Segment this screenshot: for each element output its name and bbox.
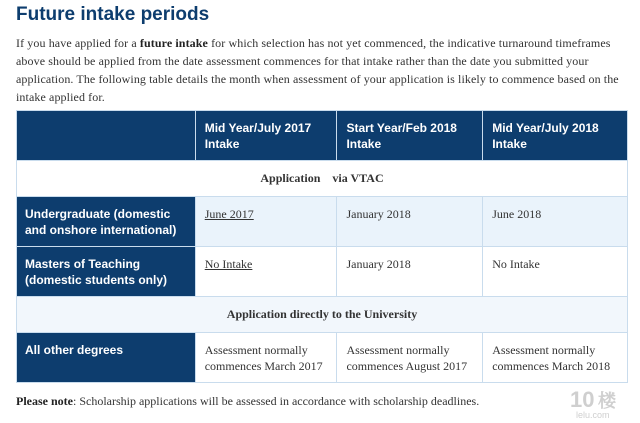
no-intake-link[interactable]: No Intake: [204, 257, 253, 271]
table-row: [17, 247, 628, 297]
row-label-masters-teaching: Masters of Teaching (domestic students only): [17, 247, 196, 297]
intro-bold: future intake: [139, 36, 208, 50]
svg-text:楼: 楼: [598, 391, 616, 411]
cell-undergrad-start-2018: January 2018: [337, 197, 483, 247]
note-text: : Scholarship applications will be assessed in accordance with scholarship deadlines.: [72, 394, 480, 408]
site-watermark-logo: [568, 385, 630, 421]
table-header-row: [17, 111, 628, 161]
row-label-undergraduate: Undergraduate (domestic and onshore international): [17, 197, 196, 247]
svg-text:10: 10: [570, 387, 595, 412]
page-title: Future intake periods: [16, 4, 210, 25]
header-cell-start-2018: Start Year/Feb 2018 Intake: [337, 111, 483, 161]
row-label-all-other: All other degrees: [17, 333, 196, 383]
note-label: Please note: [16, 394, 73, 408]
header-cell-mid-2018: Mid Year/July 2018 Intake: [483, 111, 628, 161]
section-row-direct: [17, 297, 628, 333]
header-cell-empty: [17, 111, 196, 161]
intro-text-1: If you have applied for a: [16, 36, 140, 50]
cell-undergrad-mid-2018: June 2018: [483, 197, 628, 247]
intro-text-2: for which selection has not yet commenced, the indicative turnaround timeframes above should be applied from the date assessment commences for that intake rather than the date you submitted your application. The following table details the month when assessment of your application is likely to commence based on the intake applied for.: [16, 36, 619, 104]
section-heading-direct: Application directly to the University: [17, 297, 628, 333]
header-cell-mid-2017: Mid Year/July 2017 Intake: [195, 111, 337, 161]
cell-masters-mid-2017: [195, 247, 337, 297]
svg-text:lelu.com: lelu.com: [576, 410, 610, 420]
cell-masters-mid-2018: No Intake: [483, 247, 628, 297]
section-row-vtac: [17, 161, 628, 197]
june-2017-link[interactable]: June 2017: [204, 207, 254, 221]
scholarship-note: [16, 394, 479, 409]
cell-other-start-2018: Assessment normally commences August 2017: [337, 333, 483, 383]
section-heading-vtac: Application via VTAC: [17, 161, 628, 197]
cell-other-mid-2017: Assessment normally commences March 2017: [195, 333, 337, 383]
intro-paragraph: [16, 34, 628, 106]
table-row: [17, 197, 628, 247]
cell-other-mid-2018: Assessment normally commences March 2018: [483, 333, 628, 383]
intake-table: [16, 110, 628, 383]
table-row: [17, 333, 628, 383]
cell-undergrad-mid-2017: [195, 197, 337, 247]
cell-masters-start-2018: January 2018: [337, 247, 483, 297]
